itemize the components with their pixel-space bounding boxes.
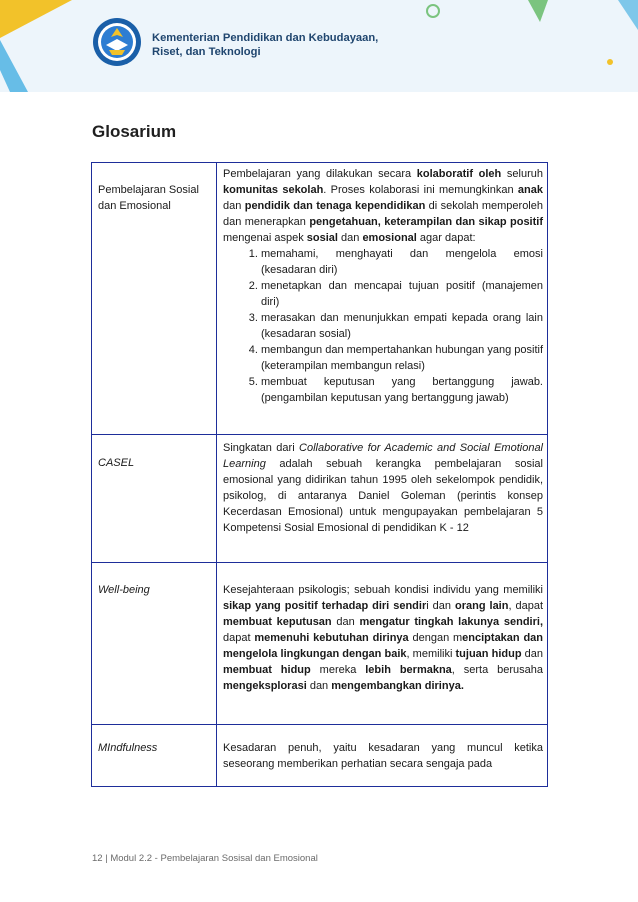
term-cell	[92, 435, 217, 563]
text-run: dan	[223, 200, 245, 212]
definition-intro	[223, 163, 543, 246]
text-run: , dapat	[508, 600, 544, 612]
page-footer: 12 | Modul 2.2 - Pembelajaran Sosisal dan Emosional	[92, 853, 318, 864]
term-text: Pembelajaran Sosial dan Emosional	[98, 184, 199, 212]
definition-cell	[217, 163, 548, 435]
text-run: dan	[306, 680, 332, 692]
bold-text: kolaboratif oleh	[416, 168, 502, 180]
text-run: . Proses kolaborasi ini memungkinkan	[323, 184, 518, 196]
list-item: 5. membuat keputusan yang bertanggung jawab. (pengambilan keputusan yang bertanggung jawab)	[261, 374, 543, 406]
text-run: , serta berusaha	[451, 664, 543, 676]
bold-text: komunitas sekolah	[223, 184, 324, 196]
bold-text: mengatur tingkah lakunya sendiri,	[359, 616, 544, 628]
italic-text: Collaborative for Academic and Social Emotional Learning	[223, 442, 544, 470]
definition-cell	[217, 563, 548, 725]
definition-text	[223, 563, 543, 694]
definition-text	[223, 725, 543, 772]
bold-text: mengeksplorasi	[223, 680, 307, 692]
bold-text: enciptakan dan mengelola lingkungan dengan baik	[223, 632, 544, 660]
definition-list	[223, 246, 543, 406]
text-run: agar dapat:	[416, 232, 476, 244]
glossary-table	[91, 162, 548, 787]
text-run: Kesejahteraan psikologis; sebuah kondisi individu yang memiliki	[223, 584, 543, 596]
tut-wuri-handayani-logo-icon	[92, 17, 142, 67]
table-row	[92, 563, 548, 725]
text-run: dan	[521, 648, 544, 660]
list-item: 2. menetapkan dan mencapai tujuan positif (manajemen diri)	[261, 278, 543, 310]
term-text: MIndfulness	[98, 742, 158, 754]
text-run: Kesadaran penuh, yaitu kesadaran yang muncul ketika seseorang memberikan perhatian secara sengaja pada	[223, 742, 543, 770]
bold-text: sosial	[306, 232, 338, 244]
text-run: adalah sebuah kerangka pembelajaran sosial emosional yang didirikan tahun 1995 oleh sekelompok pendidik, psikolog, di antaranya Daniel Goleman (perintis konsep Kecerdasan Emosional) untuk mengupayakan pembelajaran 5 Kompetensi Sosial Emosional di pendidikan K - 12	[223, 458, 543, 534]
list-item: 3. merasakan dan menunjukkan empati kepada orang lain (kesadaran sosial)	[261, 310, 543, 342]
table-row	[92, 435, 548, 563]
text-run: i dan	[426, 600, 455, 612]
bold-text: anak	[517, 184, 543, 196]
definition-cell	[217, 725, 548, 787]
list-item: 4. membangun dan mempertahankan hubungan yang positif (keterampilan membangun relasi)	[261, 342, 543, 374]
ministry-line-2: Riset, dan Teknologi	[152, 46, 261, 58]
bold-text: memenuhi kebutuhan dirinya	[254, 632, 409, 644]
bold-text: mengembangkan dirinya.	[331, 680, 464, 692]
text-run: Pembelajaran yang dilakukan secara	[223, 168, 417, 180]
page-title: Glosarium	[92, 122, 177, 141]
text-run: di sekolah memperoleh dan menerapkan	[223, 200, 543, 228]
definition-text	[223, 435, 543, 536]
bold-text: membuat hidup	[223, 664, 311, 676]
term-cell	[92, 725, 217, 787]
bold-text: tujuan hidup	[455, 648, 522, 660]
term-cell	[92, 163, 217, 435]
definition-cell	[217, 435, 548, 563]
table-row	[92, 725, 548, 787]
term-text: Well-being	[98, 584, 150, 596]
table-row	[92, 163, 548, 435]
bold-text: sikap yang positif terhadap diri sendir	[223, 600, 427, 612]
bold-text: pengetahuan, keterampilan dan sikap positif	[309, 216, 543, 228]
bold-text: pendidik dan tenaga kependidikan	[244, 200, 426, 212]
ministry-name	[152, 31, 378, 59]
text-run: dan	[331, 616, 360, 628]
text-run: dan	[337, 232, 363, 244]
text-run: mengenai aspek	[223, 232, 307, 244]
text-run: dapat	[223, 632, 255, 644]
bold-text: orang lain	[454, 600, 509, 612]
text-run: seluruh	[501, 168, 543, 180]
bold-text: lebih bermakna	[365, 664, 452, 676]
text-run: dengan m	[408, 632, 463, 644]
list-item: 1. memahami, menghayati dan mengelola emosi (kesadaran diri)	[261, 246, 543, 278]
ministry-line-1: Kementerian Pendidikan dan Kebudayaan,	[152, 32, 379, 44]
bold-text: membuat keputusan	[223, 616, 332, 628]
text-run: mereka	[310, 664, 366, 676]
bold-text: emosional	[362, 232, 417, 244]
text-run: Singkatan dari	[223, 442, 300, 454]
page-header	[0, 0, 638, 92]
term-cell	[92, 563, 217, 725]
text-run: , memiliki	[406, 648, 456, 660]
term-text: CASEL	[98, 457, 135, 469]
